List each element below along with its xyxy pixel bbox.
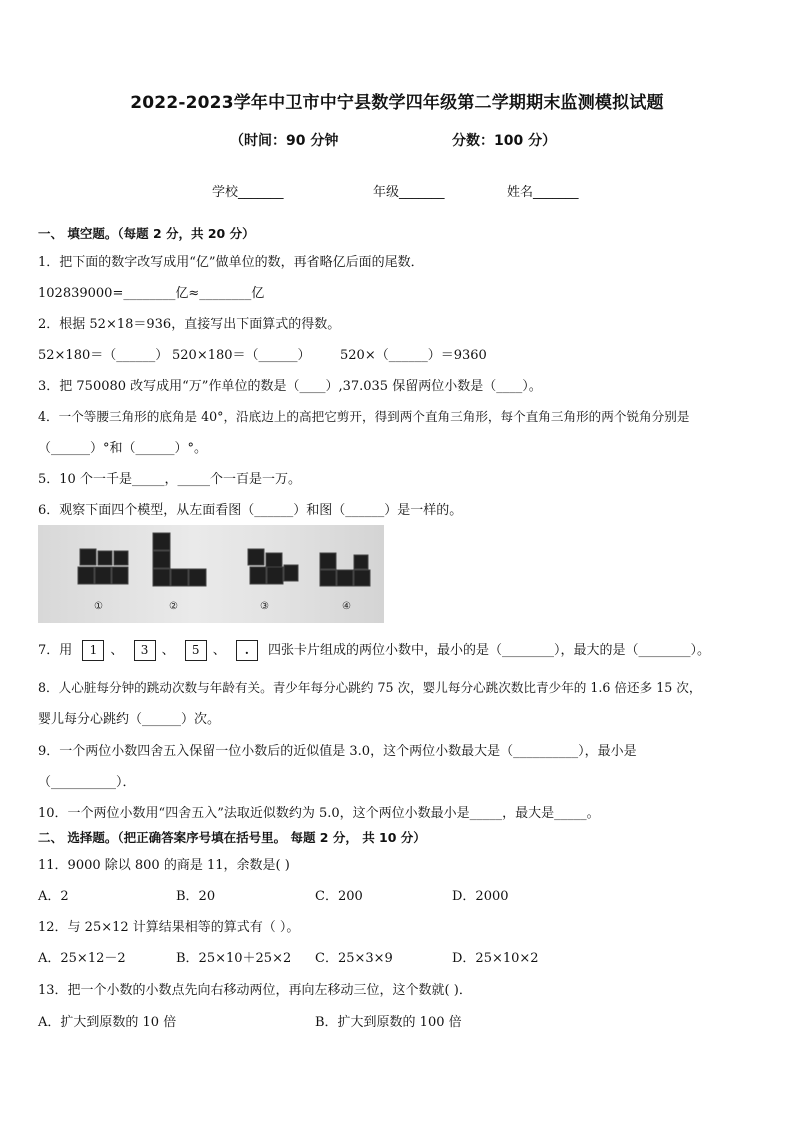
question-4-line1: 4．一个等腰三角形的底角是 40°，沿底边上的高把它剪开，得到两个直角三角形，每个直角三角形的两个锐角分别是 [38,409,690,424]
question-6: 6．观察下面四个模型，从左面看图（______）和图（______）是一样的。 [38,503,463,518]
model-4-cube [320,570,336,586]
model-2-cube [171,569,188,586]
question-7-prefix: 7．用 [38,643,73,658]
question-2-c: 520×（______）＝9360 [340,348,487,363]
model-4-cube [320,553,336,569]
model-1-cube [114,551,128,565]
question-12-option-c[interactable]: C．25×3×9 [315,951,393,966]
model-2-cube [189,569,206,586]
question-9-line1: 9．一个两位小数四舍五入保留一位小数后的近似值是 3.0，这个两位小数最大是（__________），最小是 [38,744,637,759]
cube-models-svg [38,525,384,623]
model-2-cube [153,551,170,568]
question-11: 11．9000 除以 800 的商是 11，余数是( ) [38,858,290,873]
question-7-suffix: 四张卡片组成的两位小数中，最小的是（________），最大的是（________）。 [267,643,710,658]
question-1-answer: 102839000=________亿≈________亿 [38,286,265,301]
question-5: 5．10 个一千是_____，_____个一百是一万。 [38,472,301,487]
card-5: 5 [185,640,207,661]
question-11-option-a[interactable]: A．2 [38,889,69,904]
card-1: 1 [82,640,104,661]
section1-heading: 一、 填空题。（每题 2 分，共 20 分） [38,226,255,241]
question-11-option-b[interactable]: B．20 [176,889,216,904]
exam-score: 分数：100 分） [452,133,557,149]
model-4-cube [354,555,368,569]
question-1: 1．把下面的数字改写成用“亿”做单位的数，再省略亿后面的尾数． [38,255,424,270]
model-3-cube [250,567,266,584]
model-1-cube [112,567,128,584]
model-1-cube [98,551,112,565]
model-4-cube [337,570,353,586]
school-field[interactable]: 学校_______ [212,185,284,200]
model-label-4: ④ [342,601,351,612]
model-3-cube [248,549,264,565]
model-3-cube [267,567,283,584]
model-label-1: ① [94,601,103,612]
grade-field[interactable]: 年级_______ [373,185,445,200]
question-8-line2: 婴儿每分心跳约（______）次。 [38,712,221,727]
question-13-option-a[interactable]: A．扩大到原数的 10 倍 [38,1015,177,1030]
model-label-2: ② [169,601,178,612]
question-2: 2．根据 52×18＝936，直接写出下面算式的得数。 [38,317,341,332]
question-12: 12．与 25×12 计算结果相等的算式有（ ）。 [38,920,300,935]
model-2-cube [153,569,170,586]
question-13-option-b[interactable]: B．扩大到原数的 100 倍 [315,1015,462,1030]
section2-heading: 二、 选择题。（把正确答案序号填在括号里。 每题 2 分， 共 10 分） [38,830,426,845]
question-7: 7．用 1 、 3 、 5 、 . 四张卡片组成的两位小数中，最小的是（________），最大的是（________）。 [38,639,710,661]
question-11-option-d[interactable]: D．2000 [452,889,509,904]
model-label-3: ③ [260,601,269,612]
model-1-cube [78,567,94,584]
question-12-option-b[interactable]: B．25×10＋25×2 [176,951,292,966]
exam-time: （时间：90 分钟 [230,133,339,149]
model-3-cube [266,553,282,567]
model-1-cube [80,549,96,565]
card-dot: . [236,640,258,661]
question-13: 13．把一个小数的小数点先向右移动两位，再向左移动三位，这个数就( )． [38,983,472,998]
name-field[interactable]: 姓名_______ [507,185,579,200]
cube-models-image [38,525,384,623]
model-4-cube [354,570,370,586]
question-4-line2: （______）°和（______）°。 [38,441,208,456]
model-3-cube [284,565,298,581]
question-3: 3．把 750080 改写成用“万”作单位的数是（____）,37.035 保留两位小数是（____）。 [38,379,542,394]
question-12-option-d[interactable]: D．25×10×2 [452,951,539,966]
question-2-a: 52×180＝（______） [38,348,169,363]
question-12-option-a[interactable]: A．25×12－2 [38,951,126,966]
question-9-line2: （__________）． [38,775,136,790]
question-2-b: 520×180＝（______） [172,348,311,363]
exam-title: 2022-2023学年中卫市中宁县数学四年级第二学期期末监测模拟试题 [130,93,664,113]
model-2-cube [153,533,170,550]
question-10: 10．一个两位小数用“四舍五入”法取近似数约为 5.0，这个两位小数最小是_____，最大是_____。 [38,806,600,821]
question-11-option-c[interactable]: C．200 [315,889,363,904]
model-1-cube [95,567,111,584]
question-8-line1: 8．人心脏每分钟的跳动次数与年龄有关。青少年每分心跳约 75 次，婴儿每分心跳次数比青少年的 1.6 倍还多 15 次， [38,680,702,695]
card-3: 3 [134,640,156,661]
